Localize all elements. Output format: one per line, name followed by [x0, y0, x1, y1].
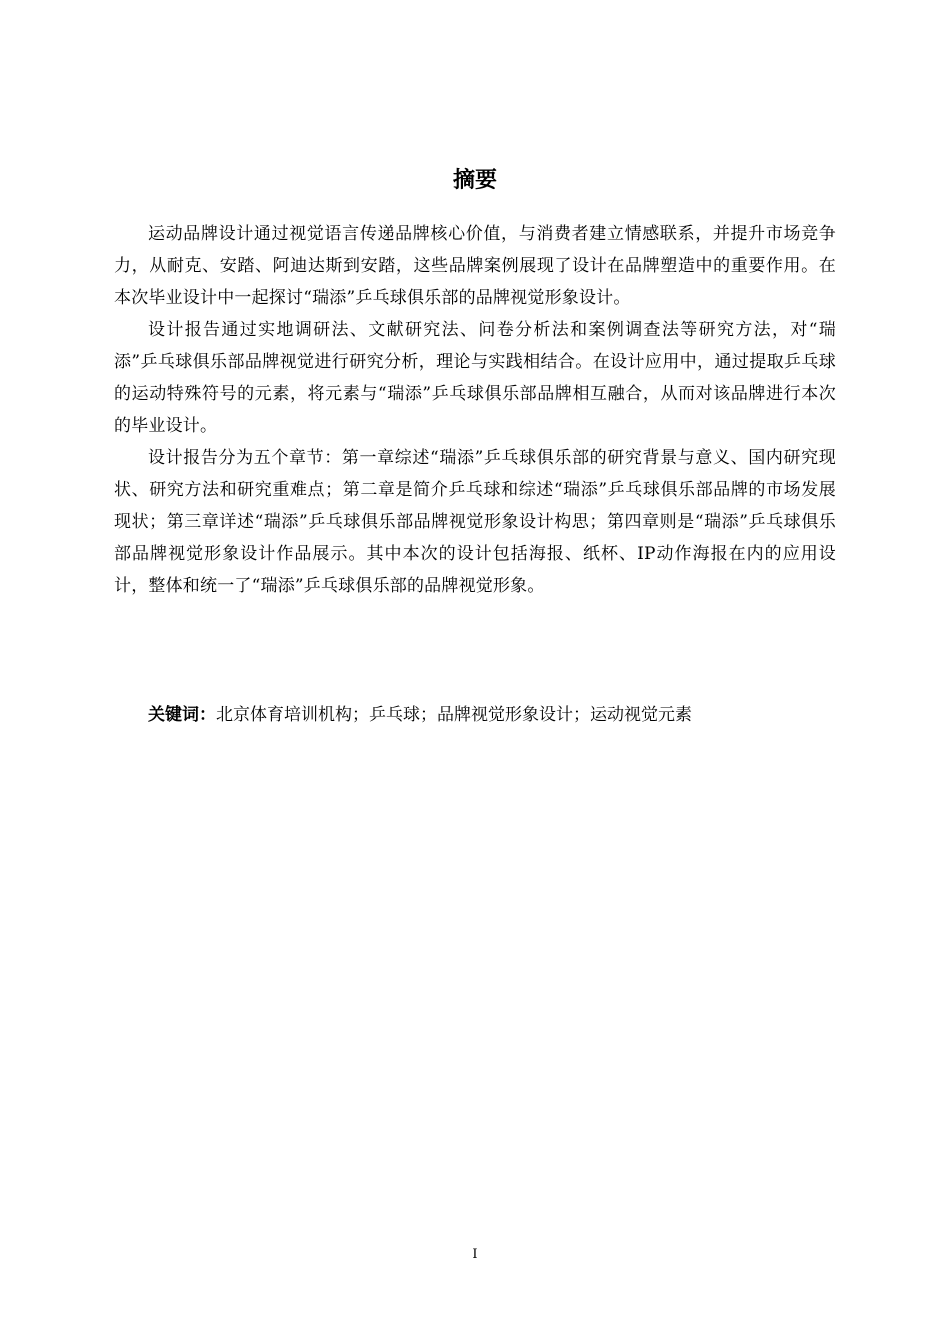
keywords-text: 北京体育培训机构；乒乓球；品牌视觉形象设计；运动视觉元素: [216, 705, 692, 725]
keywords-label: 关键词：: [148, 705, 216, 725]
page-number: I: [472, 1247, 478, 1262]
keywords-line: [114, 700, 836, 730]
abstract-paragraph-1: 运动品牌设计通过视觉语言传递品牌核心价值，与消费者建立情感联系，并提升市场竞争力，从耐克、安踏、阿迪达斯到安踏，这些品牌案例展现了设计在品牌塑造中的重要作用。在本次毕业设计中一起探讨“瑞添”乒乓球俱乐部的品牌视觉形象设计。: [114, 224, 836, 308]
abstract-paragraph-2: 设计报告通过实地调研法、文献研究法、问卷分析法和案例调查法等研究方法，对“瑞添”乒乓球俱乐部品牌视觉进行研究分析，理论与实践相结合。在设计应用中，通过提取乒乓球的运动特殊符号的元素，将元素与“瑞添”乒乓球俱乐部品牌相互融合，从而对该品牌进行本次的毕业设计。: [114, 320, 836, 436]
abstract-paragraph-3: 设计报告分为五个章节：第一章综述“瑞添”乒乓球俱乐部的研究背景与意义、国内研究现状、研究方法和研究重难点；第二章是简介乒乓球和综述“瑞添”乒乓球俱乐部品牌的市场发展现状；第三章详述“瑞添”乒乓球俱乐部品牌视觉形象设计构思；第四章则是“瑞添”乒乓球俱乐部品牌视觉形象设计作品展示。其中本次的设计包括海报、纸杯、IP动作海报在内的应用设计，整体和统一了“瑞添”乒乓球俱乐部的品牌视觉形象。: [114, 448, 836, 596]
abstract-title: 摘要: [452, 168, 497, 193]
abstract-body: [114, 218, 836, 602]
